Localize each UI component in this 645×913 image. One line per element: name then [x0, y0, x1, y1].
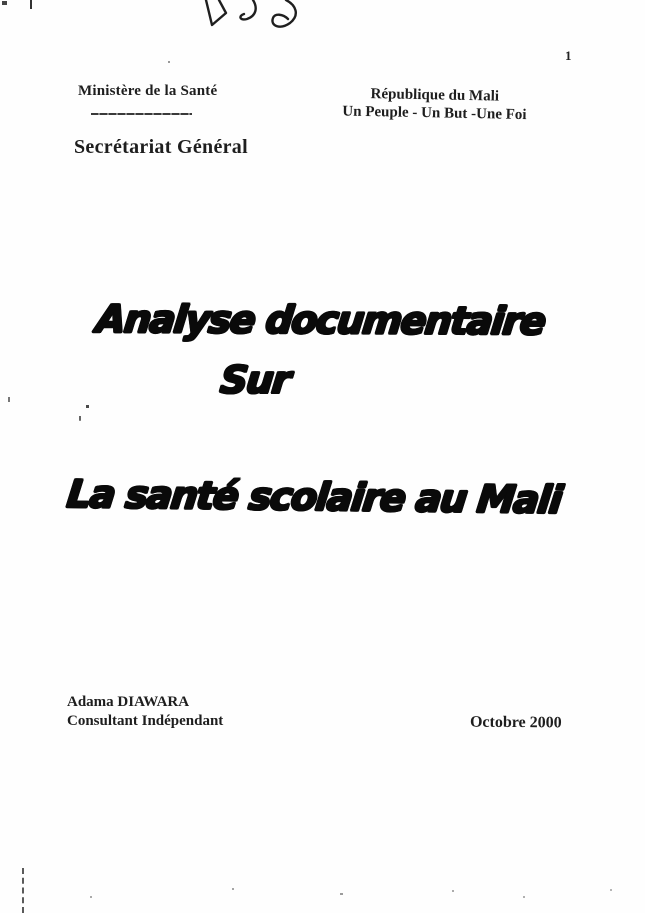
- republic-block: [314, 84, 555, 125]
- scan-speck: [168, 61, 170, 63]
- ministry-title: Ministère de la Santé: [78, 83, 218, 99]
- author-name: Adama DIAWARA: [67, 694, 190, 710]
- secretariat-title: Secrétariat Général: [74, 136, 248, 158]
- document-title-line1: Analyse documentaire: [94, 297, 547, 344]
- scan-speck: [452, 890, 454, 892]
- scan-speck: [79, 416, 81, 421]
- publication-date: Octobre 2000: [469, 713, 562, 732]
- author-block: [67, 693, 223, 731]
- scan-speck: [30, 0, 32, 9]
- scan-speck: [340, 893, 343, 895]
- republic-motto: Un Peuple - Un But -Une Foi: [342, 103, 527, 124]
- scan-speck: [232, 888, 234, 890]
- author-role: Consultant Indépendant: [67, 713, 224, 729]
- scan-speck: [90, 896, 92, 898]
- republic-name: République du Mali: [370, 86, 500, 105]
- scan-speck: [523, 896, 525, 898]
- ministry-underline: [91, 113, 192, 115]
- document-main-title: La santé scolaire au Mali: [64, 472, 564, 523]
- scan-edge-mark: [22, 868, 24, 913]
- scan-speck: [2, 1, 7, 5]
- scan-speck: [86, 405, 89, 408]
- scan-speck: [610, 889, 612, 891]
- scan-speck: [8, 397, 10, 402]
- page-number: 1: [565, 48, 572, 63]
- handwritten-mark: [198, 0, 318, 34]
- document-title-line2: Sur: [218, 358, 292, 402]
